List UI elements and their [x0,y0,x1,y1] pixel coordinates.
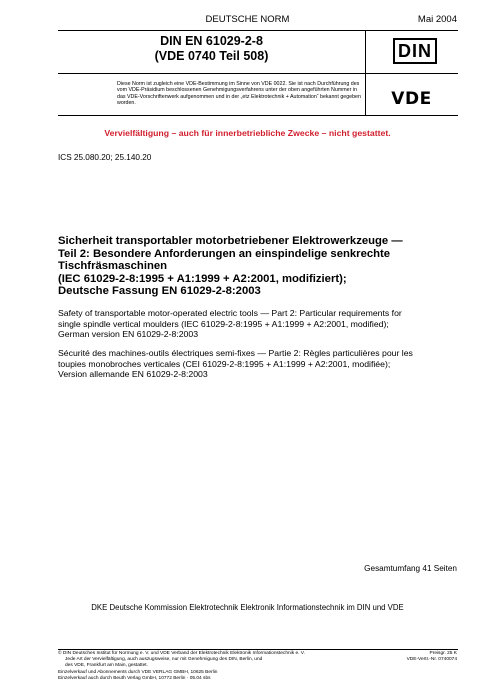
price-group-footer [407,651,457,663]
price-group: Preisgr. 25 K [429,651,457,656]
standard-number-line2: (VDE 0740 Teil 508) [154,49,269,63]
ics-codes: ICS 25.080.20; 25.140.20 [58,153,152,162]
german-title-line: Tischfräsmaschinen [58,260,168,273]
vde-logo: VDE [391,89,432,109]
footer-line: Einzelverkauf und Abonnements durch VDE VERLAG GMBH, 10625 Berlin [58,669,218,675]
english-title-line: single spindle vertical moulders (IEC 61029-2-8:1995 + A1:1999 + A2:2001, modified); [58,318,389,329]
total-pages: Gesamtumfang 41 Seiten [364,564,457,573]
vde-notice: Diese Norm ist zugleich eine VDE-Bestimmung im Sinne von VDE 0022. Sie ist nach Durchführung des vom VDE-Präsidium beschlossenen Genehmigungsverfahrens unter der oben angeführten Nummer in das VDE-Vorschriftenwerk aufgenommen und in der „etz Elektrotechnik + Automation“ bekannt gegeben worden. [117,81,361,107]
logo-box-rule [365,73,458,74]
copyright-footer [58,651,393,682]
standard-number [58,34,365,64]
french-title-line: Version allemande EN 61029-2-8:2003 [58,369,208,379]
german-title-line: Deutsche Fassung EN 61029-2-8:2003 [58,285,261,298]
german-title-line: Teil 2: Besondere Anforderungen an einspindelige senkrechte [58,247,391,260]
din-logo-text: DIN [398,41,432,61]
german-title-line: (IEC 61029-2-8:1995 + A1:1999 + A2:2001, modifiziert); [58,272,347,285]
footer-line: Einzelverkauf auch durch Beuth Verlag GmbH, 10772 Berlin · 05.04 sbs [58,675,211,681]
french-title-line: Sécurité des machines-outils électriques semi-fixes — Partie 2: Règles particulières pour les [58,348,413,358]
footer-line: des VDE, Frankfurt am Main, gestattet. [65,663,148,669]
footer-line: © DIN Deutsches Institut für Normung e. V. und VDE Verband der Elektrotechnik Elektronik Informationstechnik e. V. [58,651,305,656]
english-title-line: Safety of transportable motor-operated electric tools — Part 2: Particular requirements for [58,308,402,318]
standard-number-line1: DIN EN 61029-2-8 [160,34,263,48]
footer-line: Jede Art der Vervielfältigung, auch auszugsweise, nur mit Genehmigung des DIN, Berlin, und [65,657,263,663]
reproduction-notice: Vervielfältigung – auch für innerbetriebliche Zwecke – nicht gestattet. [104,128,391,138]
english-title-line: German version EN 61029-2-8:2003 [58,329,199,339]
german-title [58,235,458,298]
german-title-line: Sicherheit transportabler motorbetriebener Elektrowerkzeuge — [58,235,403,247]
dke-commission: DKE Deutsche Kommission Elektrotechnik Elektronik Informationstechnik im DIN und VDE [91,603,404,612]
vde-order-number: VDE-Vertr.-Nr. 0740074 [406,657,457,663]
document-type-label: DEUTSCHE NORM [205,14,290,25]
french-title-line: toupies monobroches verticales (CEI 61029-2-8:1995 + A1:1999 + A2:2001, modifiée); [58,358,391,369]
footer-rule [58,649,458,650]
french-title [58,348,458,380]
publication-date: Mai 2004 [417,14,457,25]
title-box-rule [58,73,365,74]
english-title [58,308,458,340]
